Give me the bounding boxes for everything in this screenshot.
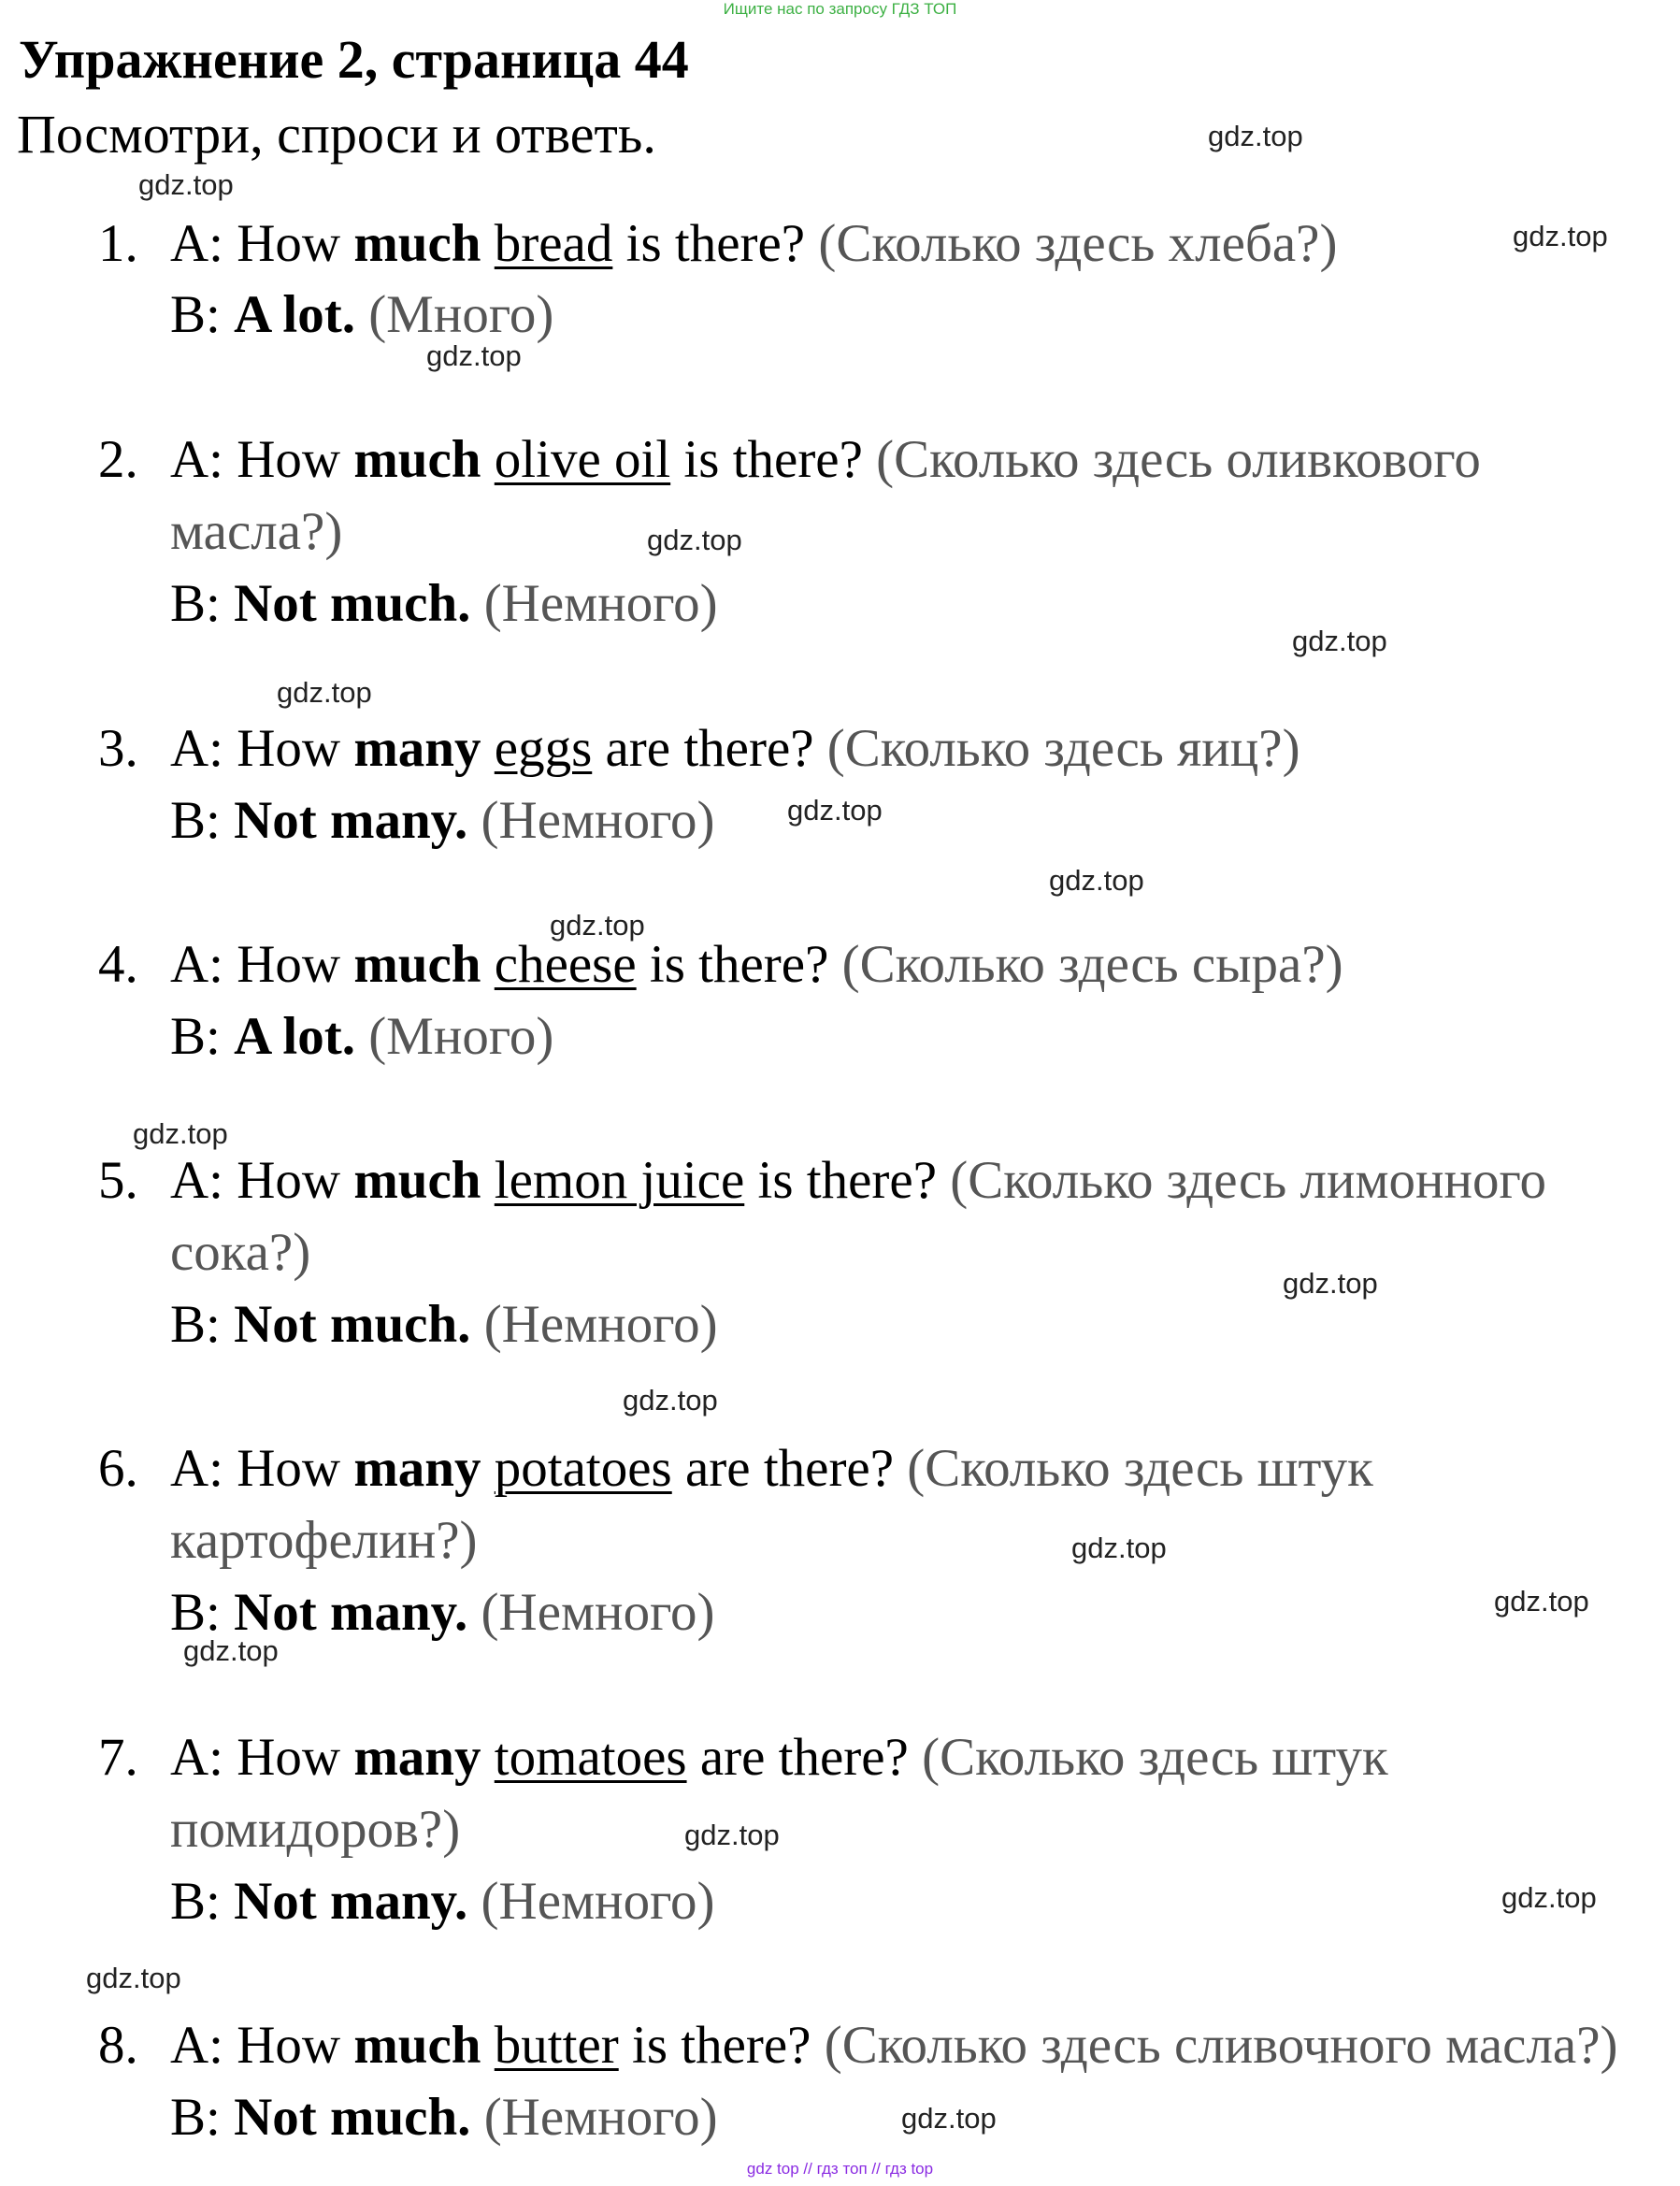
item-4-question: A: How much cheese is there? (Сколько здесь сыра?): [170, 935, 1343, 994]
watermark: gdz.top: [787, 794, 883, 827]
item-6-question-cont: картофелин?): [170, 1511, 478, 1570]
watermark: gdz.top: [1292, 625, 1387, 657]
watermark: gdz.top: [1501, 1881, 1597, 1914]
item-1-number: 1.: [98, 214, 138, 273]
item-4-answer: B: A lot. (Много): [170, 1007, 554, 1066]
item-8-answer: B: Not much. (Немного): [170, 2088, 718, 2147]
watermark: gdz.top: [901, 2102, 997, 2135]
item-5-question-cont: сока?): [170, 1223, 311, 1282]
watermark: gdz.top: [1208, 120, 1303, 152]
watermark: gdz.top: [1049, 864, 1144, 897]
watermark: gdz.top: [133, 1117, 228, 1150]
watermark: gdz.top: [1071, 1532, 1167, 1564]
page-title: Упражнение 2, страница 44: [19, 29, 689, 90]
item-8-number: 8.: [98, 2016, 138, 2075]
item-5-question: A: How much lemon juice is there? (Сколько здесь лимонного: [170, 1151, 1547, 1210]
item-1-answer: B: A lot. (Много): [170, 285, 554, 344]
item-5-answer: B: Not much. (Немного): [170, 1295, 718, 1354]
watermark: gdz.top: [277, 676, 372, 709]
item-6-number: 6.: [98, 1439, 138, 1498]
item-7-answer: B: Not many. (Немного): [170, 1872, 715, 1931]
item-2-answer: B: Not much. (Немного): [170, 574, 718, 633]
item-1-question: A: How much bread is there? (Сколько здесь хлеба?): [170, 214, 1338, 273]
item-3-question: A: How many eggs are there? (Сколько здесь яиц?): [170, 719, 1300, 778]
item-2-question-cont: масла?): [170, 502, 343, 561]
watermark: gdz.top: [86, 1962, 181, 1994]
watermark: gdz.top: [550, 909, 645, 942]
item-6-answer: B: Not many. (Немного): [170, 1583, 715, 1642]
watermark: gdz.top: [183, 1634, 279, 1667]
item-3-number: 3.: [98, 719, 138, 778]
task-instruction: Посмотри, спроси и ответь.: [17, 104, 656, 165]
item-7-question-cont: помидоров?): [170, 1800, 461, 1859]
watermark: gdz.top: [647, 524, 742, 556]
item-4-number: 4.: [98, 935, 138, 994]
search-banner[interactable]: Ищите нас по запросу ГДЗ ТОП: [723, 0, 957, 18]
watermark: gdz.top: [1494, 1585, 1589, 1618]
item-6-question: A: How many potatoes are there? (Сколько здесь штук: [170, 1439, 1373, 1498]
watermark: gdz.top: [1513, 220, 1608, 252]
item-3-answer: B: Not many. (Немного): [170, 791, 715, 850]
item-5-number: 5.: [98, 1151, 138, 1210]
item-7-question: A: How many tomatoes are there? (Сколько здесь штук: [170, 1728, 1388, 1787]
watermark: gdz.top: [684, 1819, 780, 1851]
item-2-question: A: How much olive oil is there? (Сколько здесь оливкового: [170, 430, 1481, 489]
watermark: gdz.top: [426, 339, 522, 372]
item-2-number: 2.: [98, 430, 138, 489]
watermark: gdz.top: [138, 168, 234, 201]
footer-links[interactable]: gdz top // гдз топ // гдз top: [746, 2160, 934, 2178]
watermark: gdz.top: [1283, 1267, 1378, 1300]
watermark: gdz.top: [623, 1384, 718, 1417]
item-8-question: A: How much butter is there? (Сколько здесь сливочного масла?): [170, 2016, 1618, 2075]
item-7-number: 7.: [98, 1728, 138, 1787]
